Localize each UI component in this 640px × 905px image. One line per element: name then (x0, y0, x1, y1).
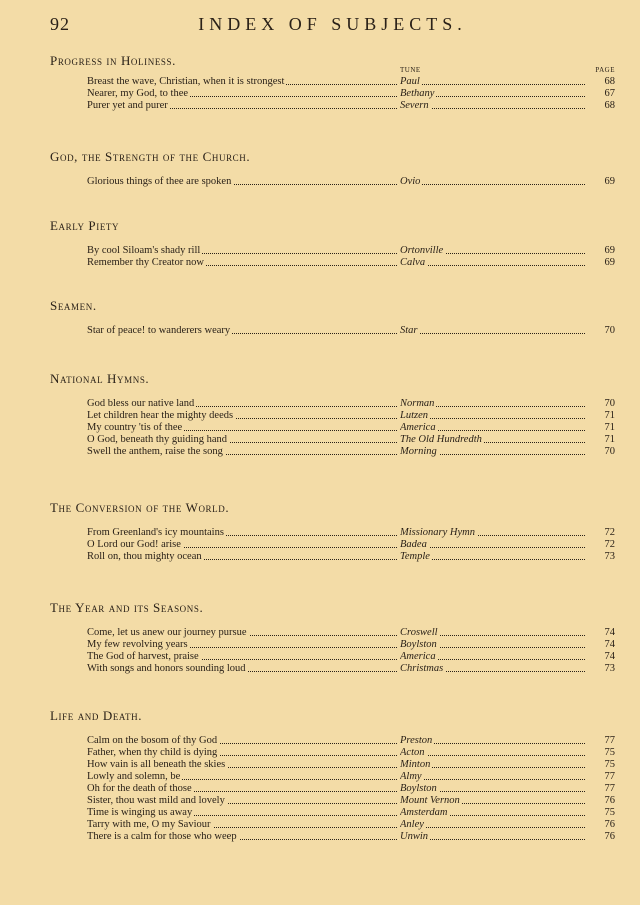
index-entry (50, 410, 615, 422)
index-entry (50, 639, 615, 651)
page-ref: 75 (604, 807, 615, 818)
page-ref: 77 (604, 771, 615, 782)
tune-name (400, 88, 585, 100)
index-entry (50, 422, 615, 434)
page-ref: 69 (604, 245, 615, 256)
tune-name (400, 245, 585, 257)
page-ref: 69 (604, 176, 615, 187)
hymn-first-line-text: Oh for the death of those (87, 783, 192, 794)
hymn-first-line-text: Lowly and solemn, be (87, 771, 181, 782)
hymn-first-line-text: Tarry with me, O my Saviour (87, 819, 211, 830)
tune-name-text: Christmas (400, 663, 444, 674)
hymn-first-line (87, 434, 397, 446)
tune-name (400, 807, 585, 819)
page-ref: 75 (604, 759, 615, 770)
tune-name-text: Missionary Hymn (400, 527, 475, 538)
tune-name-text: Morning (400, 446, 437, 457)
hymn-first-line-text: My country 'tis of thee (87, 422, 183, 433)
tune-name (400, 410, 585, 422)
tune-name-text: The Old Hundredth (400, 434, 482, 445)
tune-name-text: Bethany (400, 88, 435, 99)
index-entry (50, 76, 615, 88)
page-ref: 68 (604, 76, 615, 87)
index-entry (50, 176, 615, 188)
hymn-first-line (87, 100, 397, 112)
section-title: Seamen. (50, 298, 97, 313)
hymn-first-line-text: By cool Siloam's shady rill (87, 245, 201, 256)
index-section (50, 52, 615, 112)
page-ref: 76 (604, 795, 615, 806)
tune-name (400, 783, 585, 795)
index-entry (50, 627, 615, 639)
index-entry (50, 257, 615, 269)
hymn-first-line-text: Let children hear the mighty deeds (87, 410, 234, 421)
hymn-first-line-text: O Lord our God! arise (87, 539, 181, 550)
hymn-first-line-text: From Greenland's icy mountains (87, 527, 224, 538)
hymn-first-line-text: Glorious things of thee are spoken (87, 176, 232, 187)
hymn-first-line (87, 398, 397, 410)
page-ref: 75 (604, 747, 615, 758)
tune-name-text: Mount Vernon (400, 795, 460, 806)
tune-name (400, 735, 585, 747)
index-entry (50, 325, 615, 337)
tune-name (400, 639, 585, 651)
tune-name-text: Boylston (400, 639, 437, 650)
index-entry (50, 747, 615, 759)
hymn-first-line-text: The God of harvest, praise (87, 651, 199, 662)
tune-name (400, 76, 585, 88)
index-entry (50, 663, 615, 675)
page-ref: 72 (604, 539, 615, 550)
index-entry (50, 245, 615, 257)
hymn-first-line-text: How vain is all beneath the skies (87, 759, 226, 770)
tune-name-text: Paul (400, 76, 420, 87)
tune-name-text: America (400, 422, 436, 433)
section-title: Early Piety (50, 218, 120, 233)
tune-name-text: Lutzen (400, 410, 429, 421)
hymn-first-line (87, 771, 397, 783)
tune-name-text: America (400, 651, 436, 662)
hymn-first-line-text: Come, let us anew our journey pursue (87, 627, 247, 638)
tune-name-text: Boylston (400, 783, 437, 794)
index-entry (50, 819, 615, 831)
tune-name (400, 651, 585, 663)
tune-name (400, 539, 585, 551)
index-entry (50, 100, 615, 112)
index-entry (50, 735, 615, 747)
hymn-first-line (87, 551, 397, 563)
page-ref: 70 (604, 446, 615, 457)
hymn-first-line-text: With songs and honors sounding loud (87, 663, 246, 674)
tune-name-text: Unwin (400, 831, 429, 842)
tune-name-text: Severn (400, 100, 429, 111)
index-entry (50, 783, 615, 795)
index-entry (50, 527, 615, 539)
hymn-first-line-text: Time is winging us away (87, 807, 193, 818)
page-ref: 70 (604, 398, 615, 409)
section-title: God, the Strength of the Church. (50, 149, 251, 164)
column-header-page: PAGE (595, 66, 615, 74)
page-ref: 73 (604, 551, 615, 562)
page-ref: 77 (604, 735, 615, 746)
index-entry (50, 759, 615, 771)
index-entry (50, 831, 615, 843)
tune-name (400, 325, 585, 337)
section-title: The Conversion of the World. (50, 500, 230, 515)
page-ref: 74 (604, 639, 615, 650)
page-ref: 73 (604, 663, 615, 674)
index-entry (50, 651, 615, 663)
tune-name-text: Calva (400, 257, 426, 268)
hymn-first-line (87, 819, 397, 831)
page-title: INDEX OF SUBJECTS. (198, 14, 467, 34)
column-headers (50, 66, 615, 76)
hymn-first-line-text: Nearer, my God, to thee (87, 88, 189, 99)
section-title: National Hymns. (50, 371, 150, 386)
hymn-first-line-text: God bless our native land (87, 398, 195, 409)
entry-list (50, 527, 615, 563)
index-entry (50, 88, 615, 100)
section-title: Life and Death. (50, 708, 143, 723)
hymn-first-line (87, 76, 397, 88)
hymn-first-line (87, 257, 397, 269)
hymn-first-line (87, 663, 397, 675)
entry-list (50, 176, 615, 188)
tune-name-text: Amsterdam (400, 807, 448, 818)
hymn-first-line (87, 422, 397, 434)
page-ref: 77 (604, 783, 615, 794)
hymn-first-line (87, 651, 397, 663)
tune-name (400, 100, 585, 112)
tune-name-text: Almy (400, 771, 422, 782)
tune-name-text: Preston (400, 735, 433, 746)
page-ref: 71 (604, 434, 615, 445)
tune-name (400, 663, 585, 675)
hymn-first-line-text: My few revolving years (87, 639, 188, 650)
hymn-first-line (87, 747, 397, 759)
hymn-first-line-text: There is a calm for those who weep (87, 831, 237, 842)
index-section (50, 217, 615, 269)
tune-name-text: Croswell (400, 627, 438, 638)
hymn-first-line (87, 176, 397, 188)
index-section (50, 599, 615, 675)
tune-name-text: Ovio (400, 176, 421, 187)
hymn-first-line (87, 795, 397, 807)
page-ref: 70 (604, 325, 615, 336)
tune-name (400, 257, 585, 269)
tune-name (400, 771, 585, 783)
hymn-first-line (87, 639, 397, 651)
index-entry (50, 539, 615, 551)
index-entry (50, 551, 615, 563)
index-entry (50, 795, 615, 807)
hymn-first-line (87, 783, 397, 795)
section-title: The Year and its Seasons. (50, 600, 204, 615)
tune-name-text: Star (400, 325, 418, 336)
tune-name (400, 627, 585, 639)
section-title: Progress in Holiness. (50, 53, 176, 68)
tune-name (400, 759, 585, 771)
index-section (50, 148, 615, 188)
page-number: 92 (50, 14, 70, 34)
tune-name (400, 831, 585, 843)
hymn-first-line-text: Breast the wave, Christian, when it is strongest (87, 76, 285, 87)
hymn-first-line-text: Remember thy Creator now (87, 257, 204, 268)
page-ref: 74 (604, 627, 615, 638)
hymn-first-line (87, 539, 397, 551)
tune-name (400, 747, 585, 759)
page-ref: 68 (604, 100, 615, 111)
page-ref: 76 (604, 819, 615, 830)
hymn-first-line (87, 627, 397, 639)
hymn-first-line (87, 527, 397, 539)
hymn-first-line (87, 410, 397, 422)
page-ref: 72 (604, 527, 615, 538)
tune-name-text: Acton (400, 747, 425, 758)
tune-name-text: Anley (400, 819, 424, 830)
tune-name-text: Badea (400, 539, 427, 550)
page-ref: 76 (604, 831, 615, 842)
entry-list (50, 245, 615, 269)
tune-name-text: Temple (400, 551, 430, 562)
column-header-tune: TUNE (400, 66, 421, 74)
entry-list (50, 76, 615, 112)
tune-name (400, 819, 585, 831)
index-entry (50, 398, 615, 410)
hymn-first-line-text: Calm on the bosom of thy God (87, 735, 218, 746)
page-ref: 69 (604, 257, 615, 268)
tune-name (400, 527, 585, 539)
tune-name (400, 551, 585, 563)
tune-name-text: Ortonville (400, 245, 444, 256)
hymn-first-line-text: Swell the anthem, raise the song (87, 446, 223, 457)
entry-list (50, 398, 615, 458)
hymn-first-line-text: O God, beneath thy guiding hand (87, 434, 227, 445)
index-section (50, 297, 615, 337)
hymn-first-line (87, 735, 397, 747)
hymn-first-line (87, 88, 397, 100)
page-ref: 74 (604, 651, 615, 662)
index-entry (50, 807, 615, 819)
tune-name (400, 176, 585, 188)
entry-list (50, 325, 615, 337)
index-section (50, 499, 615, 563)
index-section (50, 707, 615, 843)
hymn-first-line (87, 807, 397, 819)
tune-name-text: Minton (400, 759, 431, 770)
hymn-first-line-text: Roll on, thou mighty ocean (87, 551, 202, 562)
index-entry (50, 771, 615, 783)
hymn-first-line-text: Father, when thy child is dying (87, 747, 218, 758)
index-section (50, 370, 615, 458)
hymn-first-line (87, 245, 397, 257)
tune-name (400, 422, 585, 434)
page-ref: 71 (604, 422, 615, 433)
hymn-first-line-text: Sister, thou wast mild and lovely (87, 795, 225, 806)
tune-name (400, 434, 585, 446)
hymn-first-line-text: Star of peace! to wanderers weary (87, 325, 231, 336)
tune-name (400, 795, 585, 807)
index-entry (50, 446, 615, 458)
page-ref: 67 (604, 88, 615, 99)
entry-list (50, 627, 615, 675)
hymn-first-line (87, 831, 397, 843)
hymn-first-line (87, 325, 397, 337)
running-head (50, 14, 615, 36)
page-ref: 71 (604, 410, 615, 421)
hymn-first-line (87, 759, 397, 771)
hymn-first-line-text: Purer yet and purer (87, 100, 168, 111)
entry-list (50, 735, 615, 843)
hymn-first-line (87, 446, 397, 458)
tune-name-text: Norman (400, 398, 435, 409)
index-entry (50, 434, 615, 446)
tune-name (400, 398, 585, 410)
tune-name (400, 446, 585, 458)
